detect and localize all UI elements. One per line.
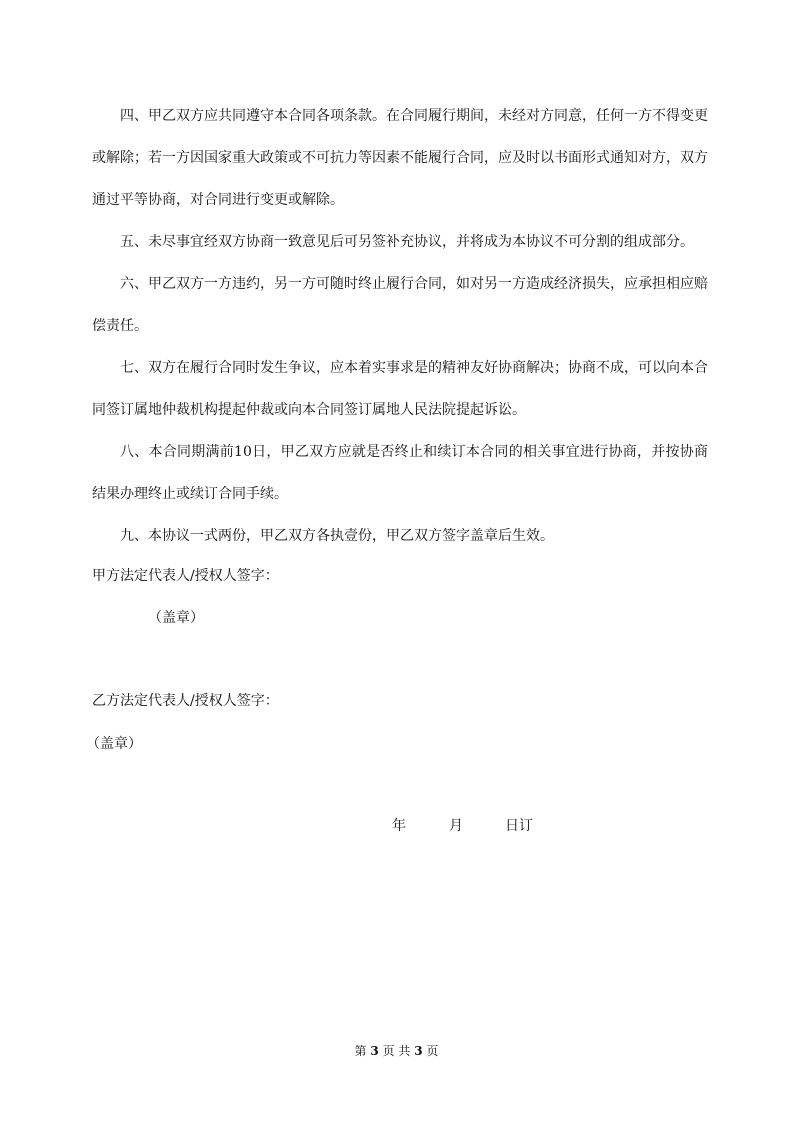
clause-9: 九、本协议一式两份，甲乙双方各执壹份，甲乙双方签字盖章后生效。 <box>120 528 554 544</box>
date-day: 日订 <box>505 818 533 834</box>
date-month: 月 <box>449 818 463 834</box>
footer-prefix: 第 <box>354 1044 367 1058</box>
party-a-signature-label: 甲方法定代表人/授权人签字： <box>92 568 279 584</box>
page-footer <box>0 1043 793 1059</box>
clause-4: 四、甲乙双方应共同遵守本合同各项条款。在合同履行期间，未经对方同意，任何一方不得变更或解除；若一方因国家重大政策或不可抗力等因素不能履行合同，应及时以书面形式通知对方，双方通过平等协商，对合同进行变更或解除。 <box>92 108 708 208</box>
clause-6: 六、甲乙双方一方违约，另一方可随时终止履行合同，如对另一方造成经济损失，应承担相应赔偿责任。 <box>92 276 708 334</box>
clause-7: 七、双方在履行合同时发生争议，应本着实事求是的精神友好协商解决；协商不成，可以向本合同签订属地仲裁机构提起仲裁或向本合同签订属地人民法院提起诉讼。 <box>92 360 708 418</box>
footer-current-page: 3 <box>370 1044 379 1058</box>
party-b-signature-label: 乙方法定代表人/授权人签字： <box>92 693 279 709</box>
clause-5: 五、未尽事宜经双方协商一致意见后可另签补充协议，并将成为本协议不可分割的组成部分。 <box>120 234 694 250</box>
footer-suffix: 页 <box>426 1044 439 1058</box>
date-year: 年 <box>392 818 406 834</box>
party-b-seal: （盖章） <box>86 736 142 752</box>
footer-total-pages: 3 <box>414 1044 423 1058</box>
party-a-seal: （盖章） <box>148 610 204 626</box>
footer-middle: 页 共 <box>382 1044 411 1058</box>
clause-8: 八、本合同期满前10日，甲乙双方应就是否终止和续订本合同的相关事宜进行协商，并按协商结果办理终止或续订合同手续。 <box>92 444 708 502</box>
